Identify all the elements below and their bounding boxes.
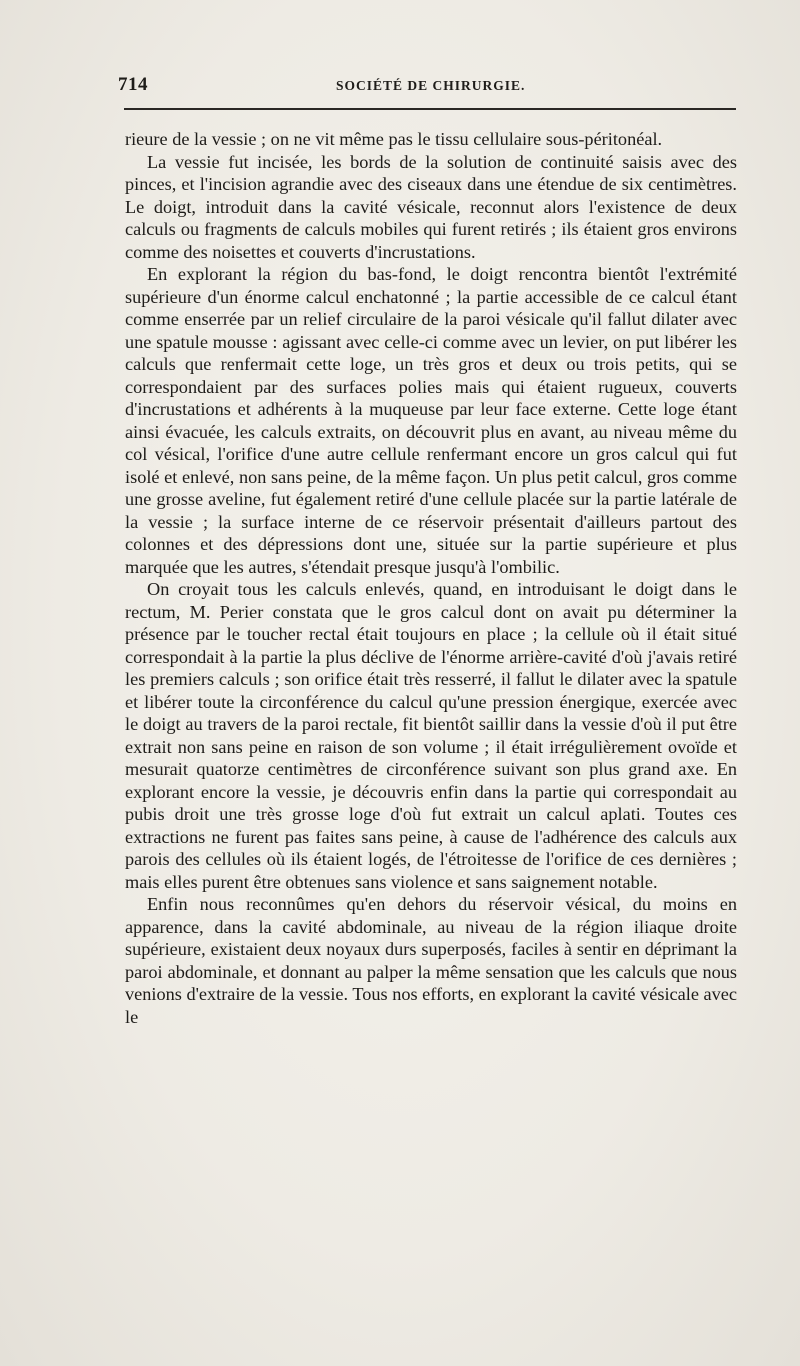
paragraph-5: Enfin nous reconnûmes qu'en dehors du réservoir vésical, du moins en apparence, dans la cavité abdominale, au niveau de la région iliaque droite supérieure, existaient deux noyaux durs superposés, faciles à sentir en déprimant la paroi abdominale, et donnant au palper la même sensation que les calculs que nous venions d'extraire de la vessie. Tous nos efforts, en explorant la cavité vésicale avec le	[125, 894, 738, 1027]
page-number: 714	[118, 74, 148, 95]
journal-title: SOCIÉTÉ DE CHIRURGIE.	[336, 78, 526, 93]
paragraph-4: On croyait tous les calculs enlevés, quand, en introduisant le doigt dans le rectum, M. Perier constata que le gros calcul dont on avait pu déterminer la présence par le toucher rectal était toujours en place ; la cellule où il était situé correspondait à la partie la plus déclive de l'énorme arrière-cavité d'où j'avais retiré les premiers calculs ; son orifice était très resserré, il fallut le dilater avec la spatule et libérer toute la circonférence du calcul qu'une pression énergique, exercée avec le doigt au travers de la paroi rectale, fit bientôt saillir dans la vessie d'où il put être extrait non sans peine en raison de son volume ; il était irrégulièrement ovoïde et mesurait quatorze centimètres de circonférence suivant son plus grand axe. En explorant encore la vessie, je découvris enfin dans la partie qui correspondait au pubis droit une très grosse loge d'où fut extrait un calcul aplati. Toutes ces extractions ne furent pas faites sans peine, à cause de l'adhérence des calculs aux parois des cellules où ils étaient logés, de l'étroitesse de l'orifice de ces dernières ; mais elles purent être obtenues sans violence et sans saignement notable.	[125, 579, 737, 892]
body-text	[125, 128, 737, 1028]
paragraph-1: rieure de la vessie ; on ne vit même pas le tissu cellulaire sous-péritonéal.	[125, 129, 663, 149]
header-rule	[124, 108, 736, 110]
paragraph-3: En explorant la région du bas-fond, le doigt rencontra bientôt l'extrémité supérieure d'un énorme calcul enchatonné ; la partie accessible de ce calcul étant comme enserrée par un relief circulaire de la paroi vésicale qu'il fallut dilater avec une spatule mousse : agissant avec celle-ci comme avec un levier, on put libérer les calculs que renfermait cette loge, un très gros et deux ou trois petits, qui se correspondaient par des surfaces polies mais qui étaient rugueux, couverts d'incrustations et adhérents à la muqueuse par leur face externe. Cette loge étant ainsi évacuée, les calculs extraits, on découvrit plus en avant, au niveau même du col vésical, l'orifice d'une autre cellule renfermant encore un gros calcul qui fut isolé et enlevé, non sans peine, de la même façon. Un plus petit calcul, gros comme une grosse aveline, fut également retiré d'une cellule placée sur la partie latérale de la vessie ; la surface interne de ce réservoir présentait d'ailleurs partout des colonnes et des dépressions dont une, située sur la partie supérieure et plus marquée que les autres, s'étendait presque jusqu'à l'ombilic.	[125, 264, 737, 577]
running-head	[118, 74, 736, 100]
paragraph-2: La vessie fut incisée, les bords de la solution de continuité saisis avec des pinces, et l'incision agrandie avec des ciseaux dans une étendue de six centimètres. Le doigt, introduit dans la cavité vésicale, reconnut alors l'existence de deux calculs ou fragments de calculs mobiles qui furent retirés ; ils étaient gros environs comme des noisettes et couverts d'incrustations.	[125, 151, 737, 262]
